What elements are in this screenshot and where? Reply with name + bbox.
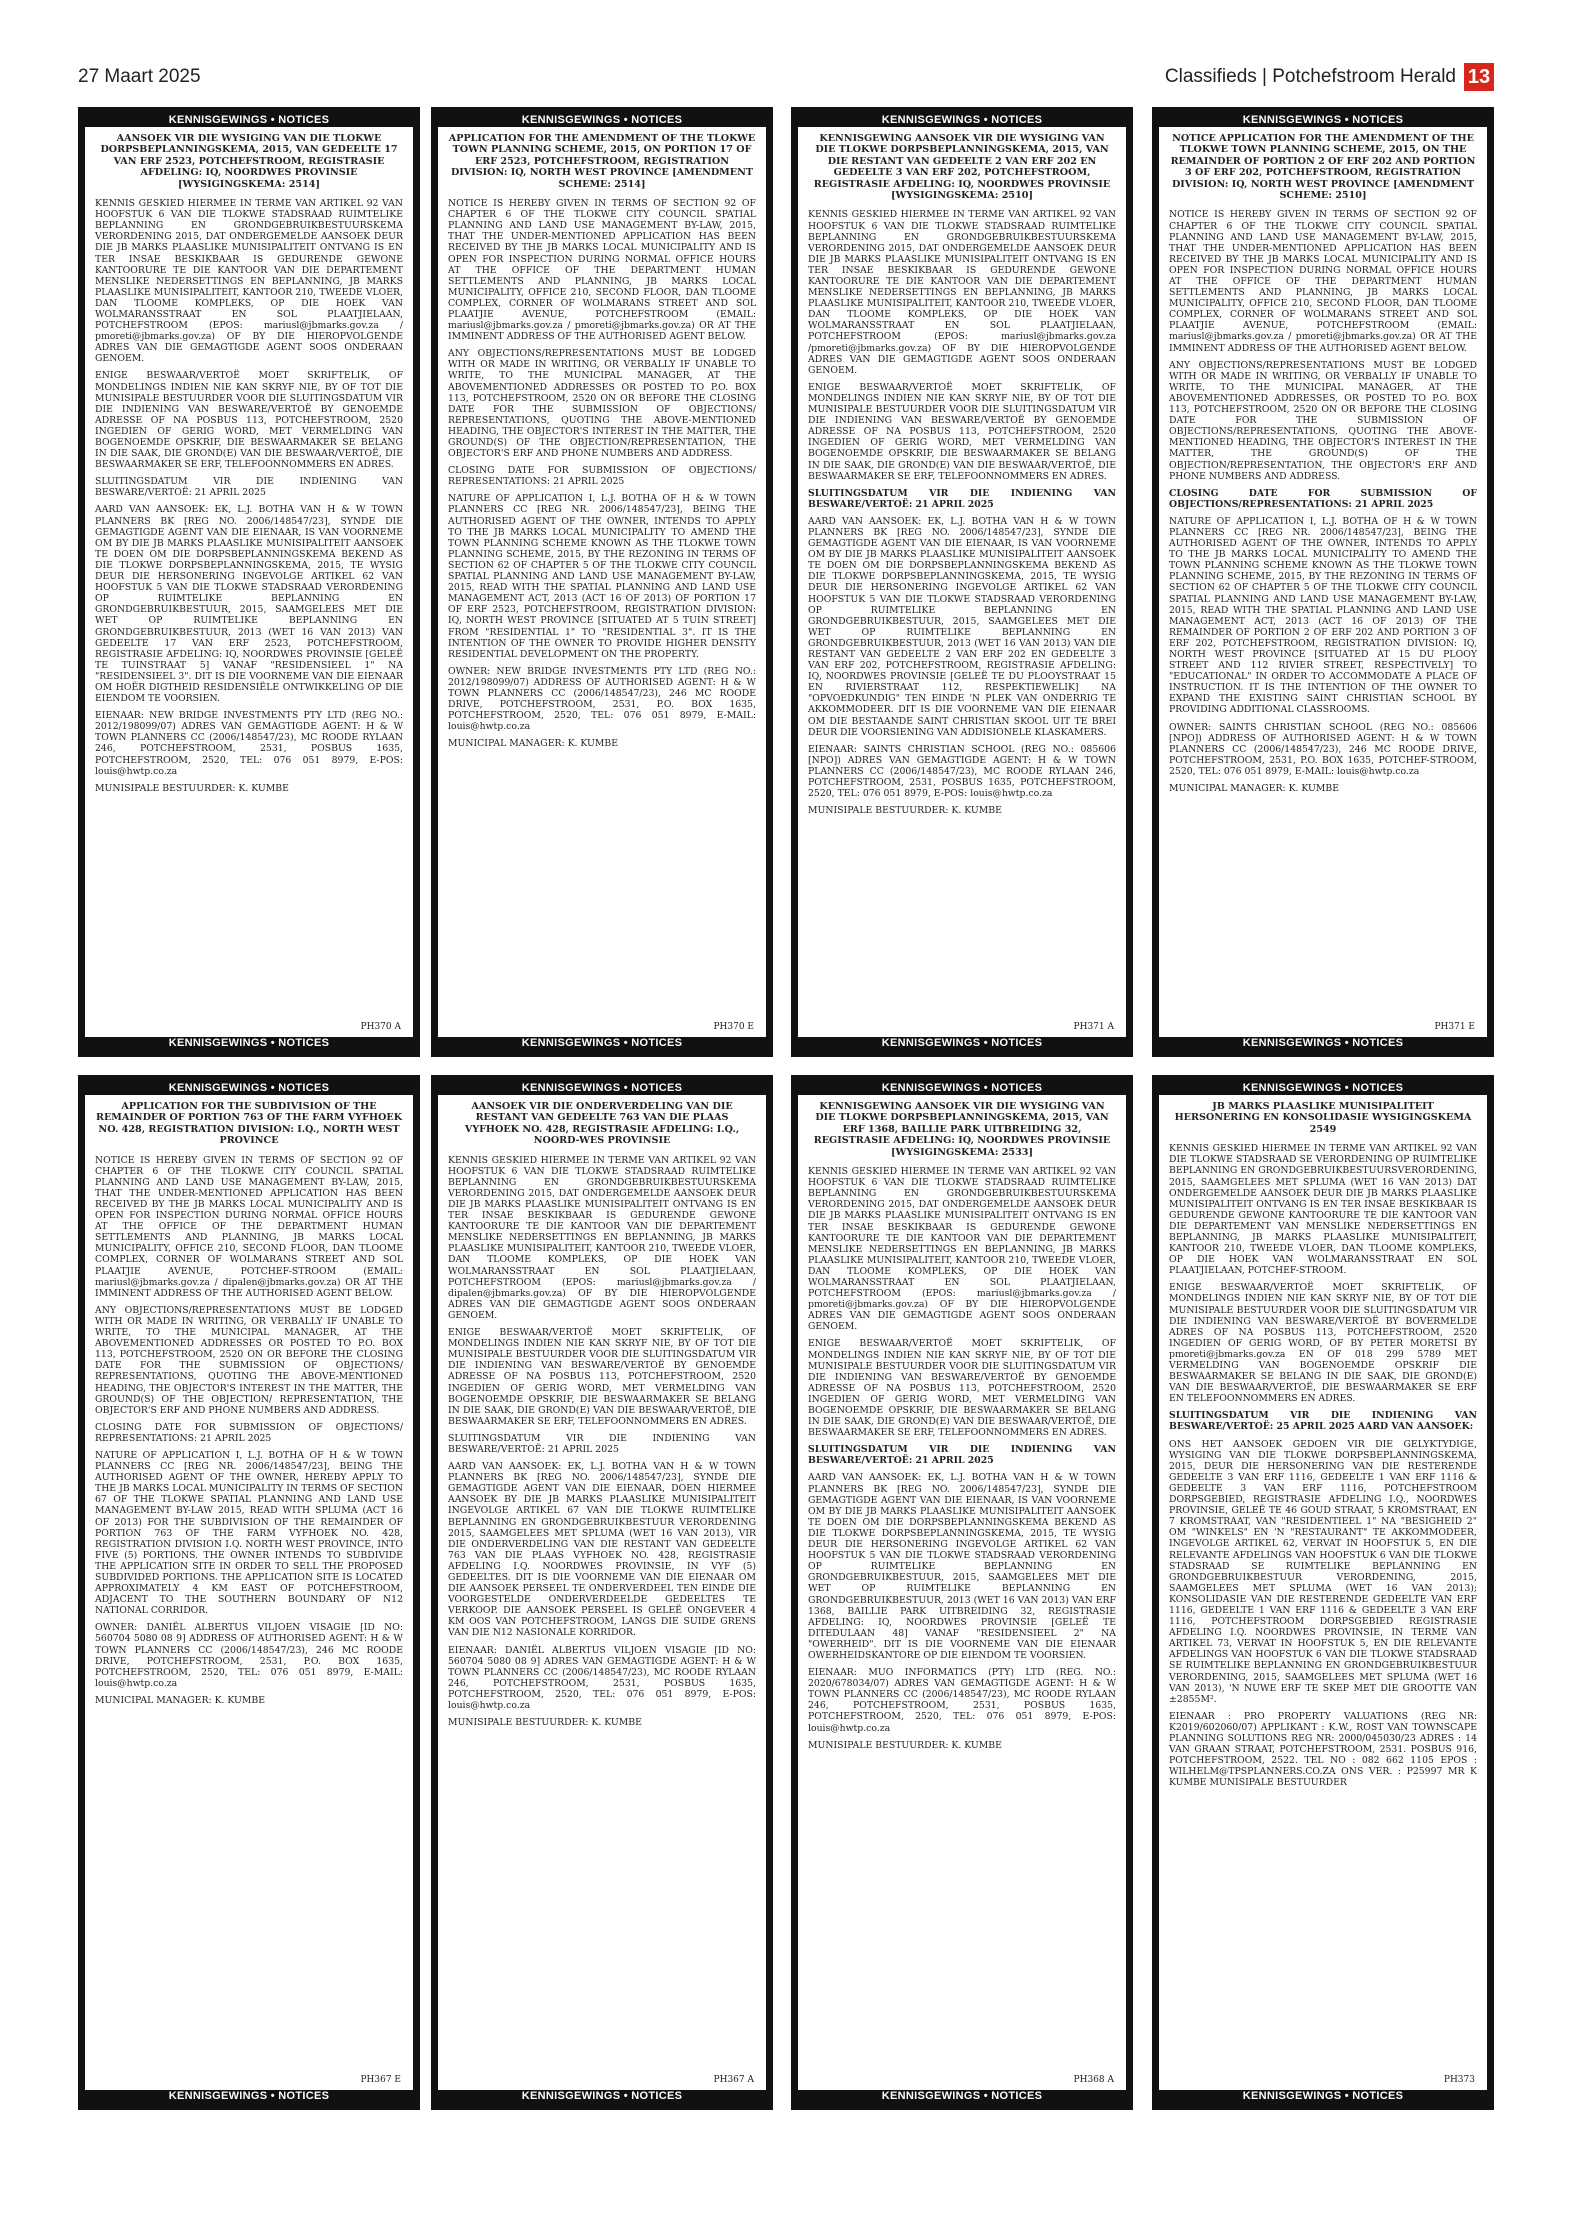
notice-reference-code: PH373 [1443, 2075, 1475, 2085]
notices-band-top: KENNISGEWINGS • NOTICES [438, 1082, 766, 1095]
notice-content [95, 131, 403, 1033]
page-number-badge: 13 [1464, 63, 1494, 91]
notice-paragraph: ENIGE BESWAAR/VERTOË MOET SKRIFTELIK, OF MONDELINGS INDIEN NIE KAN SKRYF NIE, BY OF TOT DIE MUNISIPALE BESTUURDER VOOR DIE SLUITINGSDATUM VIR DIE INDIENING VAN BESWARE/VERTOË BY GENOEMDE ADRESSE OF NA POSBUS 113, POTCHEFSTROOM, 2520 INGEDIEN OF GERIG WORD, MET VERMELDING VAN BOGENOEMDE OPSKRIF, DIE BESWAARMAKER SE BELANG IN DIE SAAK, DIE GROND(E) VAN DIE BESWAAR/VERTOË, DIE BESWAARMAKER SE ERF, TELEFOONNOMMERS EN ADRES. [808, 1338, 1116, 1439]
notice-paragraph: EIENAAR: MUO INFORMATICS (PTY) LTD (REG. NO.: 2020/678034/07) ADRES VAN GEMAGTIGDE AGENT: H & W TOWN PLANNERS CC (2006/148547/23), MC ROODE RYLAAN 246, POTCHEFSTROOM, 2531, POSBUS 1635, POTCHEFSTROOM, 2520, TEL: 076 051 8979, E-POS: louis@hwtp.co.za [808, 1667, 1116, 1734]
notice-body [808, 1166, 1116, 1751]
notice-paragraph: OWNER: NEW BRIDGE INVESTMENTS PTY LTD (REG NO.: 2012/198099/07) ADDRESS OF AUTHORISED AGENT: H & W TOWN PLANNERS CC (2006/148547/23), 246 MC ROODE DRIVE, POTCHEFSTROOM, 2531, P.O. BOX 1635, POTCHEFSTROOM, 2520, TEL: 076 051 8979, E-MAIL: louis@hwtp.co.za [448, 665, 756, 733]
notices-band-bottom: KENNISGEWINGS • NOTICES [438, 2090, 766, 2103]
notices-band-bottom: KENNISGEWINGS • NOTICES [85, 2090, 413, 2103]
notice-paragraph: OWNER: SAINTS CHRISTIAN SCHOOL (REG NO.: 085606 [NPO]) ADDRESS OF AUTHORISED AGENT: H & W TOWN PLANNERS CC (2006/148547/23), 246 MC ROODE DRIVE, POTCHEFSTROOM, 2531, P.O. BOX 1635, POTCHEF-STROOM, 2520, TEL: 076 051 8979, E-MAIL: louis@hwtp.co.za [1169, 721, 1477, 777]
notice-block [431, 107, 773, 1057]
notice-paragraph: AARD VAN AANSOEK: EK, L.J. BOTHA VAN H & W TOWN PLANNERS BK [REG NO. 2006/148547/23], SYNDE DIE GEMAGTIGDE AGENT VAN DIE EIENAAR, IS VAN VOORNEME OM BY DIE JB MARKS PLAASLIKE MUNISIPALITEIT AANSOEK TE DOEN OM DIE DORPSBEPLANNINGSKEMA BEKEND AS DIE TLOKWE DORPSBEPLANNINGSKEMA, 2015, TE WYSIG DEUR DIE HERSONERING INGEVOLGE ARTIKEL 62 VAN HOOFSTUK 5 VAN DIE TLOKWE STADSRAAD VERORDENING OP RUIMTELIKE BEPLANNING EN GRONDGEBRUIKBESTUUR, 2015, SAAMGELEES MET DIE WET OP RUIMTELIKE BEPLANNING EN GRONDGEBRUIKBESTUUR, 2013 (WET 16 VAN 2013) VAN ERF 1368, BAILLIE PARK UITBREIDING 32, REGISTRASIE AFDELING: IQ, NOORDWES PROVINSIE [GELEË TE DITEDULAAN 48] VANAF "RESIDENSIEEL 2" NA "OWERHEID". DIT IS DIE VOORNEME VAN DIE EIENAAR OWERHEIDSKANTORE OP DIE EIENDOM TE VOORSIEN. [808, 1472, 1116, 1661]
notice-paragraph: KENNIS GESKIED HIERMEE IN TERME VAN ARTIKEL 92 VAN HOOFSTUK 6 VAN DIE TLOKWE STADSRAAD RUIMTELIKE BEPLANNING EN GRONDGEBRUIKBESTUURSKEMA VERORDENING 2015, DAT ONDERGEMELDE AANSOEK DEUR DIE JB MARKS PLAASLIKE MUNISIPALITEIT ONTVANG IS EN TER INSAE BESKIKBAAR IS GEDURENDE GEWONE KANTOORURE TE DIE KANTOOR VAN DIE DEPARTEMENT MENSLIKE NEDERSETTINGS EN BEPLANNING, JB MARKS PLAASLIKE MUNISIPALITEIT, KANTOOR 210, TWEEDE VLOER, DAN TLOOME KOMPLEKS, OP DIE HOEK VAN WOLMARANSSTRAAT EN SOL PLAATJIELAAN, POTCHEFSTROOM (EPOS: mariusl@jbmarks.gov.za / pmoreti@jbmarks.gov.za) OF BY DIE HIEROPVOLGENDE ADRES VAN DIE GEMAGTIGDE AGENT SOOS ONDERAAN GENOEM. [95, 198, 403, 365]
notice-paragraph: ENIGE BESWAAR/VERTOË MOET SKRIFTELIK, OF MONDELINGS INDIEN NIE KAN SKRYF NIE, BY OF TOT DIE MUNISIPALE BESTUURDER VOOR DIE SLUITINGSDATUM VIR DIE INDIENING VAN BESWARE/VERTOË BY BOVERMELDE ADRES OF NA POSBUS 113, POTCHEFSTROOM, 2520 INGEDIEN OF GERIG WORD, OF BY PETER MORETSI BY pmoreti@jbmarks.gov.za EN OF 018 299 5789 MET VERMELDING VAN BOGENOEMDE OPSKRIF DIE BESWAARMAKER SE BELANG IN DIE SAAK, DIE GROND(E) VAN DIE BESWAAR/VERTOË, DIE BESWAARMAKER SE ERF EN TELEFOONNOMMERS EN ADRES. [1169, 1282, 1477, 1405]
notice-paragraph: KENNIS GESKIED HIERMEE IN TERME VAN ARTIKEL 92 VAN HOOFSTUK 6 VAN DIE TLOKWE STADSRAAD RUIMTELIKE BEPLANNING EN GRONDGEBRUIKBESTUURSKEMA VERORDENING 2015, DAT ONDERGEMELDE AANSOEK DEUR DIE JB MARKS PLAASLIKE MUNISIPALITEIT ONTVANG IS EN TER INSAE BESKIKBAAR IS GEDURENDE GEWONE KANTOORURE TE DIE KANTOOR VAN DIE DEPARTEMENT MENSLIKE NEDERSETTINGS EN BEPLANNING, JB MARKS PLAASLIKE MUNISIPALITEIT, KANTOOR 210, TWEEDE VLOER, DAN TLOOME KOMPLEKS, OP DIE HOEK VAN WOLMARANSSTRAAT EN SOL PLAATJIELAAN, POTCHEFSTROOM (EPOS: mariusl@jbmarks.gov.za / dipalen@jbmarks.gov.za) OF BY DIE HIEROPVOLGENDE ADRES VAN DIE GEMAGTIGDE AGENT SOOS ONDERAAN GENOEM. [448, 1154, 756, 1321]
notice-paragraph: KENNIS GESKIED HIERMEE IN TERME VAN ARTIKEL 92 VAN HOOFSTUK 6 VAN DIE TLOKWE STADSRAAD RUIMTELIKE BEPLANNING EN GRONDGEBRUIKBESTUURSKEMA VERORDENING 2015, DAT ONDERGEMELDE AANSOEK DEUR DIE JB MARKS PLAASLIKE MUNISIPALITEIT ONTVANG IS EN TER INSAE BESKIKBAAR IS GEDURENDE GEWONE KANTOORURE TE DIE KANTOOR VAN DIE DEPARTEMENT MENSLIKE NEDERSETTINGS EN BEPLANNING, JB MARKS PLAASLIKE MUNISIPALITEIT, KANTOOR 210, TWEEDE VLOER, DAN TLOOME KOMPLEKS, OP DIE HOEK VAN WOLMARANSSTRAAT EN SOL PLAATJIELAAN, POTCHEFSTROOM (EPOS: mariusl@jbmarks.gov.za / pmoreti@jbmarks.gov.za) OF BY DIE HIEROPVOLGENDE ADRES VAN DIE GEMAGTIGDE AGENT SOOS ONDERAAN GENOEM. [808, 1166, 1116, 1333]
notices-band-bottom: KENNISGEWINGS • NOTICES [85, 1037, 413, 1050]
notice-paragraph: SLUITINGSDATUM VIR DIE INDIENING VAN BESWARE/VERTOË: 25 APRIL 2025 AARD VAN AANSOEK: [1169, 1410, 1477, 1433]
notice-content [448, 1099, 756, 2086]
notice-title: NOTICE APPLICATION FOR THE AMENDMENT OF THE TLOKWE TOWN PLANNING SCHEME, 2015, ON THE REMAINDER OF PORTION 2 OF ERF 202 AND PORTION 3 OF ERF 202, POTCHEFSTROOM, REGISTRATION DIVISION: IQ, NORTH WEST PROVINCE [AMENDMENT SCHEME: 2510] [1170, 133, 1476, 202]
notice-content [808, 1099, 1116, 2086]
notice-title: JB MARKS PLAASLIKE MUNISIPALITEIT HERSONERING EN KONSOLIDASIE WYSIGINGSKEMA 2549 [1174, 1101, 1472, 1135]
notice-paragraph: EIENAAR : PRO PROPERTY VALUATIONS (REG NR: K2019/602060/07) APPLIKANT : K.W., ROST VAN TOWNSCAPE PLANNING SOLUTIONS REG NR: 2000/045030/23 ADRES : 14 VAN GRAAN STRAAT, POTCHEFSTROOM, 2531. POSBUS 916, POTCHEFSTROOM, 2522. TEL NO : 082 662 1105 EPOS : WILHELM@TPSPLANNERS.CO.ZA ONS VER. : P25997 MR K KUMBE MUNISIPALE BESTUURDER [1169, 1710, 1477, 1789]
notices-band-bottom: KENNISGEWINGS • NOTICES [798, 2090, 1126, 2103]
notices-band-top: KENNISGEWINGS • NOTICES [438, 114, 766, 127]
notice-paragraph: NATURE OF APPLICATION I, L.J. BOTHA OF H & W TOWN PLANNERS CC [REG NR. 2006/148547/23], BEING THE AUTHORISED AGENT OF THE OWNER, INTENDS TO APPLY TO THE JB MARKS LOCAL MUNICIPALITY TO AMEND THE TOWN PLANNING SCHEME KNOWN AS THE TLOKWE TOWN PLANNING SCHEME, 2015, BY THE REZONING IN TERMS OF SECTION 62 OF CHAPTER 5 OF THE TLOKWE CITY COUNCIL SPATIAL PLANNING AND LAND USE MANAGEMENT BY-LAW, 2015, READ WITH THE SPATIAL PLANNING AND LAND USE MANAGEMENT ACT, 2013 (ACT 16 OF 2013) OF THE REMAINDER OF PORTION 2 OF ERF 202 AND PORTION 3 OF ERF 202, POTCHEFSTROOM, REGISTRATION DIVISION: IQ, NORTH WEST PROVINCE [SITUATED AT 15 DU PLOOY STREET AND 112 RIVIER STREET, RESPECTIVELY] TO "EDUCATIONAL" IN ORDER TO ACCOMMODATE A PLACE OF INSTRUCTION. IT IS THE INTENTION OF THE OWNER TO EXPAND THE EXISTING SAINT CHRISTIAN SCHOOL BY PROVIDING ADDITIONAL CLASSROOMS. [1169, 515, 1477, 716]
notice-paragraph: MUNISIPALE BESTUURDER: K. KUMBE [95, 782, 289, 794]
notice-paragraph: ENIGE BESWAAR/VERTOË MOET SKRIFTELIK, OF MONDELINGS INDIEN NIE KAN SKRYF NIE, BY OF TOT DIE MUNISIPALE BESTUURDER VOOR DIE SLUITINGSDATUM VIR DIE INDIENING VAN BESWARE/VERTOË BY GENOEMDE ADRESSE OF NA POSBUS 113, POTCHEFSTROOM, 2520 INGEDIEN OF GERIG WORD, MET VERMELDING VAN BOGENOEMDE OPSKRIF, DIE BESWAARMAKER SE BELANG IN DIE SAAK, DIE GROND(E) VAN DIE BESWAAR/VERTOË, DIE BESWAARMAKER SE ERF, TELEFOONNOMMERS EN ADRES. [448, 1327, 756, 1427]
notices-band-top: KENNISGEWINGS • NOTICES [798, 1082, 1126, 1095]
notice-paragraph: MUNISIPALE BESTUURDER: K. KUMBE [808, 805, 1002, 817]
notice-content [808, 131, 1116, 1033]
notices-band-bottom: KENNISGEWINGS • NOTICES [798, 1037, 1126, 1050]
notice-title: KENNISGEWING AANSOEK VIR DIE WYSIGING VAN DIE TLOKWE DORPSBEPLANNINGSKEMA, 2015, VAN DIE RESTANT VAN GEDEELTE 2 VAN ERF 202 EN GEDEELTE 3 VAN ERF 202, POTCHEFSTROOM, REGISTRASIE AFDELING: IQ, NOORDWES PROVINSIE [WYSIGINGSKEMA: 2510] [813, 133, 1111, 202]
notice-reference-code: PH367 E [360, 2075, 401, 2085]
notice-paragraph: MUNISIPALE BESTUURDER: K. KUMBE [448, 1717, 642, 1729]
notice-reference-code: PH368 A [1073, 2075, 1114, 2085]
notice-paragraph: ENIGE BESWAAR/VERTOË MOET SKRIFTELIK, OF MONDELINGS INDIEN NIE KAN SKRYF NIE, BY OF TOT DIE MUNISIPALE BESTUURDER VOOR DIE SLUITINGSDATUM VIR DIE INDIENING VAN BESWARE/VERTOË BY GENOEMDE ADRESSE OF NA POSBUS 113, POTCHEFSTROOM, 2520 INGEDIEN OF GERIG WORD, MET VERMELDING VAN BOGENOEMDE OPSKRIF, DIE BESWAARMAKER SE BELANG IN DIE SAAK, DIE GROND(E) VAN DIE BESWAAR/VERTOË, DIE BESWAARMAKER SE ERF, TELEFOONNOMMERS EN ADRES. [808, 381, 1116, 482]
notice-paragraph: MUNICIPAL MANAGER: K. KUMBE [1169, 783, 1340, 795]
notices-band-bottom: KENNISGEWINGS • NOTICES [1159, 1037, 1487, 1050]
notice-title: KENNISGEWING AANSOEK VIR DIE WYSIGING VAN DIE TLOKWE DORPSBEPLANNINGSKEMA, 2015, VAN ERF 1368, BAILLIE PARK UITBREIDING 32, REGISTRASIE AFDELING: IQ, NOORDWES PROVINSIE [WYSIGINGSKEMA: 2533] [813, 1101, 1111, 1158]
notice-body [1169, 209, 1477, 794]
notice-reference-code: PH370 E [713, 1022, 754, 1032]
notices-band-top: KENNISGEWINGS • NOTICES [85, 1082, 413, 1095]
page-header [78, 62, 1494, 92]
notice-block [1152, 1075, 1494, 2110]
notice-paragraph: KENNIS GESKIED HIERMEE IN TERME VAN ARTIKEL 92 VAN DIE TLOKWE STADSRAAD SE VERORDENING OP RUIMTELIKE BEPLANNING EN GRONDGEBRUIKBESTUURSVERORDENING, 2015, SAAMGELEES MET SPLUMA (WET 16 VAN 2013) DAT ONDERGEMELDE AANSOEK DEUR DIE JB MARKS PLAASLIKE MUNISIPALITEIT ONTVANG IS EN TER INSAE BESKIKBAAR IS GEDURENDE GEWONE KANTOORURE TE DIE KANTOOR VAN DIE DEPARTEMENT VAN MENSLIKE NEDERSETTINGS EN BEPLANNING, JB MARKS PLAASLIKE MUNISIPALITEIT, KANTOOR 210, TWEEDE VLOER, DAN TLOOME KOMPLEKS, OP DIE HOEK VAN WOLMARANSSTRAAT EN SOL PLAATJIELAAN, POTCHEF-STROOM. [1169, 1143, 1477, 1277]
notice-paragraph: NATURE OF APPLICATION I, L.J. BOTHA OF H & W TOWN PLANNERS CC [REG NR. 2006/148547/23], BEING THE AUTHORISED AGENT OF THE OWNER, HEREBY APPLY TO THE JB MARKS LOCAL MUNICIPALITY IN TERMS OF SECTION 67 OF THE TLOKWE SPATIAL PLANNING AND LAND USE MANAGEMENT BY-LAW 2015, READ WITH SPLUMA (ACT 16 OF 2013) FOR THE SUBDIVISION OF THE REMAINDER OF PORTION 763 OF THE FARM VYFHOEK NO. 428, REGISTRATION DIVISION I.Q. NORTH WEST PROVINCE, INTO FIVE (5) PORTIONS. THE OWNER INTENDS TO SUBDIVIDE THE APPLICATION SITE IN ORDER TO SELL THE PROPOSED SUBDIVIDED PORTIONS. THE APPLICATION SITE IS LOCATED APPROXIMATELY 4 KM EAST OF POTCHEFSTROOM, ADJACENT TO THE SOUTHERN BOUNDARY OF N12 NATIONAL CORRIDOR. [95, 1449, 403, 1617]
notice-paragraph: NOTICE IS HEREBY GIVEN IN TERMS OF SECTION 92 OF CHAPTER 6 OF THE TLOKWE CITY COUNCIL SPATIAL PLANNING AND LAND USE MANAGEMENT BY-LAW, 2015, THAT THE UNDER-MENTIONED APPLICATION HAS BEEN RECEIVED BY THE JB MARKS LOCAL MUNICIPALITY AND IS OPEN FOR INSPECTION DURING NORMAL OFFICE HOURS AT THE OFFICE OF THE DEPARTMENT HUMAN SETTLEMENTS AND PLANNING, JB MARKS LOCAL MUNICIPALITY, OFFICE 210, SECOND FLOOR, DAN TLOOME COMPLEX, CORNER OF WOLMARANS STREET AND SOL PLAATJIE AVENUE, POTCHEF-STROOM (EMAIL: mariusl@jbmarks.gov.za / dipalen@jbmarks.gov.za) OR AT THE IMMINENT ADDRESS OF THE AUTHORISED AGENT BELOW. [95, 1154, 403, 1299]
notice-paragraph: AARD VAN AANSOEK: EK, L.J. BOTHA VAN H & W TOWN PLANNERS BK [REG NO. 2006/148547/23], SYNDE DIE GEMAGTIGDE AGENT VAN DIE EIENAAR, DOEN HIERMEE AANSOEK BY DIE JB MARKS PLAASLIKE MUNISIPALITEIT INGEVOLGE ARTIKEL 67 VAN DIE TLOKWE RUIMTELIKE BEPLANNING EN GRONDGEBRUIKBESTUUR VERORDENING 2015, SAAMGELEES MET SPLUMA (WET 16 VAN 2013), VIR DIE ONDERVERDELING VAN DIE RESTANT VAN GEDEELTE 763 VAN DIE PLAAS VYFHOEK NO. 428, REGISTRASIE AFDELING I.Q. NOORDWES PROVINSIE, IN VYF (5) GEDEELTES. DIT IS DIE VOORNEME VAN DIE EIENAAR OM DIE AANSOEK PERSEEL TE ONDERVERDEEL TEN EINDE DIE VOORGESTELDE ONDERVERDEELDE GEDEELTES TE VERKOOP. DIE AANSOEK PERSEEL IS GELEË ONGEVEER 4 KM OOS VAN POTCHEFSTROOM, LANGS DIE SUIDE GRENS VAN DIE N12 NASIONALE KORRIDOR. [448, 1461, 756, 1639]
notice-paragraph: MUNICIPAL MANAGER: K. KUMBE [448, 738, 619, 750]
notice-title: APPLICATION FOR THE AMENDMENT OF THE TLOKWE TOWN PLANNING SCHEME, 2015, ON PORTION 17 OF ERF 2523, POTCHEFSTROOM, REGISTRATION DIVISION: IQ, NORTH WEST PROVINCE [AMENDMENT SCHEME: 2514] [448, 133, 756, 190]
notice-reference-code: PH371 E [1434, 1022, 1475, 1032]
publication-name: Classifieds | Potchefstroom Herald [1164, 66, 1456, 87]
notice-paragraph: ENIGE BESWAAR/VERTOË MOET SKRIFTELIK, OF MONDELINGS INDIEN NIE KAN SKRYF NIE, BY OF TOT DIE MUNISIPALE BESTUURDER VOOR DIE SLUITINGSDATUM VIR DIE INDIENING VAN BESWARE/VERTOË BY GENOEMDE ADRESSE OF NA POSBUS 113, POTCHEFSTROOM, 2520 INGEDIEN OF GERIG WORD, MET VERMELDING VAN BOGENOEMDE OPSKRIF, DIE BESWAARMAKER SE BELANG IN DIE SAAK, DIE GROND(E) VAN DIE BESWAAR/VERTOË, DIE BESWAARMAKER SE ERF, TELEFOONNOMMERS EN ADRES. [95, 370, 403, 471]
notice-paragraph: SLUITINGSDATUM VIR DIE INDIENING VAN BESWARE/VERTOË: 21 APRIL 2025 [808, 487, 1116, 510]
notice-paragraph: EIENAAR: SAINTS CHRISTIAN SCHOOL (REG NO.: 085606 [NPO]) ADRES VAN GEMAGTIGDE AGENT: H & W TOWN PLANNERS CC (2006/148547/23), MC ROODE RYLAAN 246, POTCHEFSTROOM, 2531, POSBUS 1635, POTCHEFSTROOM, 2520, TEL: 076 051 8979, E-POS: louis@hwtp.co.za [808, 743, 1116, 800]
notice-content [95, 1099, 403, 2086]
notice-content [448, 131, 756, 1033]
notice-paragraph: MUNISIPALE BESTUURDER: K. KUMBE [808, 1739, 1002, 1751]
notice-paragraph: ANY OBJECTIONS/REPRESENTATIONS MUST BE LODGED WITH OR MADE IN WRITING, OR VERBALLY IF UNABLE TO WRITE, TO THE MUNICIPAL MANAGER, AT THE ABOVEMENTIONED ADDRESSES, OR POSTED TO P.O. BOX 113, POTCHEFSTROOM, 2520 ON OR BEFORE THE CLOSING DATE FOR THE SUBMISSION OF OBJECTIONS/REPRESENTATIONS, QUOTING THE ABOVE-MENTIONED HEADING, THE OBJECTOR'S INTEREST IN THE MATTER, THE GROUND(S) OF THE OBJECTION/REPRESENTATION, THE OBJECTOR'S ERF AND PHONE NUMBERS AND ADDRESS. [1169, 359, 1477, 482]
notice-block [791, 1075, 1133, 2110]
notice-paragraph: AARD VAN AANSOEK: EK, L.J. BOTHA VAN H & W TOWN PLANNERS BK [REG NO. 2006/148547/23], SYNDE DIE GEMAGTIGDE AGENT VAN DIE EIENAAR, IS VAN VOORNEME OM BY DIE JB MARKS PLAASLIKE MUNISIPALITEIT AANSOEK TE DOEN OM DIE DORPSBEPLANNINGSKEMA BEKEND AS DIE TLOKWE DORPSBEPLANNINGSKEMA, 2015, TE WYSIG DEUR DIE HERSONERING INGEVOLGE ARTIKEL 62 VAN HOOFSTUK 5 VAN DIE TLOKWE STADSRAAD VERORDENING OP RUIMTELIKE BEPLANNING EN GRONDGEBRUIKBESTUUR, 2015, SAAMGELEES MET DIE WET OP RUIMTELIKE BEPLANNING EN GRONDGEBRUIKBESTUUR, 2013 (WET 16 VAN 2013) VAN GEDEELTE 17 VAN ERF 2523, POTCHEFSTROOM, REGISTRASIE AFDELING: IQ, NOORDWES PROVINSIE [GELEË TE TUINSTRAAT 5] VANAF "RESIDENSIEEL 1" NA "RESIDENSIEEL 3". DIT IS DIE VOORNEME VAN DIE EIENAAR OM HOËR DIGTHEID RESIDENSIËLE ONTWIKKELING OP DIE EIENDOM TE VOORSIEN. [95, 504, 403, 705]
notice-paragraph: EIENAAR: DANIËL ALBERTUS VILJOEN VISAGIE [ID NO: 560704 5080 08 9] ADRES VAN GEMAGTIGDE AGENT: H & W TOWN PLANNERS CC (2006/148547/23), MC ROODE RYLAAN 246, POTCHEFSTROOM, 2531, POSBUS 1635, POTCHEFSTROOM, 2520, TEL: 076 051 8979, E-POS: louis@hwtp.co.za [448, 1644, 756, 1712]
notice-paragraph: ONS HET AANSOEK GEDOEN VIR DIE GELYKTYDIGE, WYSIGING VAN DIE TLOKWE DORPSBEPLANNINGSKEMA, 2015, DEUR DIE HERSONERING VAN DIE RESTERENDE GEDEELTE 3 VAN ERF 1116, GEDEELTE 1 VAN ERF 1116 & GEDEELTE 3 VAN ERF 1116, POTCHEFSTROOM DORPSGEBIED, REGISTRASIE AFDELING I.Q., NOORDWES PROVINSIE, GELEË TE 46 GOUD STRAAT, 5 KROMSTRAAT, EN 7 KROMSTRAAT, VAN "RESIDENTIEEL 1" NA "BESIGHEID 2" OM "WINKELS" EN 'N "RESTAURANT" TE AKKOMMODEER, INGEVOLGE ARTIKEL 62, VERVAT IN HOOFSTUK 5, EN DIE RELEVANTE AFDELINGS VAN HOOFSTUK 6 VAN DIE TLOKWE STADSRAAD SE RUIMTELIKE BEPLANNING EN GRONDGEBRUIKBESTUUR VERORDENING, 2015, SAAMGELEES MET SPLUMA (WET 16 VAN 2013); KONSOLIDASIE VAN DIE RESTERENDE GEDEELTE VAN ERF 1116, GEDEELTE 1 VAN ERF 1116 & GEDEELTE 3 VAN ERF 1116, POTCHEFSTROOM DORPSGEBIED REGISTRASIE AFDELING I.Q. NOORDWES PROVINSIE, IN TERME VAN ARTIKEL 73, VERVAT IN HOOFSTUK 5, EN DIE RELEVANTE AFDELINGS VAN HOOFSTUK 6 VAN DIE TLOKWE STADSRAAD SE RUIMTELIKE BEPLANNING EN GRONDGEBRUIKBESTUUR VERORDENING, 2015, SAAMGELEES MET SPLUMA (WET 16 VAN 2013), 'N NUWE ERF TE SKEP MET DIE GROOTTE VAN ±2855M². [1169, 1438, 1477, 1705]
notices-band-bottom: KENNISGEWINGS • NOTICES [438, 1037, 766, 1050]
notice-paragraph: MUNICIPAL MANAGER: K. KUMBE [95, 1694, 266, 1706]
notice-title: AANSOEK VIR DIE ONDERVERDELING VAN DIE RESTANT VAN GEDEELTE 763 VAN DIE PLAAS VYFHOEK NO. 428, REGISTRASIE AFDELING: I.Q., NOORD-WES PROVINSIE [464, 1101, 740, 1147]
notices-band-top: KENNISGEWINGS • NOTICES [1159, 114, 1487, 127]
notice-paragraph: CLOSING DATE FOR SUBMISSION OF OBJECTIONS/REPRESENTATIONS: 21 APRIL 2025 [1169, 487, 1477, 510]
notice-content [1169, 1099, 1477, 2086]
notice-paragraph: ANY OBJECTIONS/REPRESENTATIONS MUST BE LODGED WITH OR MADE IN WRITING, OR VERBALLY IF UNABLE TO WRITE, TO THE MUNICIPAL MANAGER, AT THE ABOVEMENTIONED ADDRESSES OR POSTED TO P.O. BOX 113, POTCHEFSTROOM, 2520 ON OR BEFORE THE CLOSING DATE FOR THE SUBMISSION OF OBJECTIONS/ REPRESENTATIONS, QUOTING THE ABOVE-MENTIONED HEADING, THE OBJECTOR'S INTEREST IN THE MATTER, THE GROUND(S) OF THE OBJECTION/ REPRESENTATION, THE OBJECTOR'S ERF AND PHONE NUMBERS AND ADDRESS. [95, 1304, 403, 1416]
notice-body [95, 198, 403, 794]
notice-block [78, 107, 420, 1057]
notice-reference-code: PH371 A [1073, 1022, 1114, 1032]
notice-reference-code: PH367 A [713, 2075, 754, 2085]
notice-paragraph: NATURE OF APPLICATION I, L.J. BOTHA OF H & W TOWN PLANNERS CC [REG NR. 2006/148547/23], BEING THE AUTHORISED AGENT OF THE OWNER, INTENDS TO APPLY TO THE JB MARKS LOCAL MUNICIPALITY TO AMEND THE TOWN PLANNING SCHEME KNOWN AS THE TLOKWE TOWN PLANNING SCHEME, 2015, BY THE REZONING IN TERMS OF SECTION 62 OF CHAPTER 5 OF THE TLOKWE CITY COUNCIL SPATIAL PLANNING AND LAND USE MANAGEMENT BY-LAW, 2015, READ WITH THE SPATIAL PLANNING AND LAND USE MANAGEMENT ACT, 2013 (ACT 16 OF 2013) OF PORTION 17 OF ERF 2523, POTCHEFSTROOM, REGISTRATION DIVISION: IQ, NORTH WEST PROVINCE [SITUATED AT 5 TUIN STREET] FROM "RESIDENTIAL 1" TO "RESIDENTIAL 3". IT IS THE INTENTION OF THE OWNER TO PROVIDE HIGHER DENSITY RESIDENTIAL DEVELOPMENT ON THE PROPERTY. [448, 493, 756, 660]
notice-body [448, 1155, 756, 1729]
notice-paragraph: SLUITINGSDATUM VIR DIE INDIENING VAN BESWARE/VERTOË: 21 APRIL 2025 [448, 1432, 756, 1455]
notice-paragraph: KENNIS GESKIED HIERMEE IN TERME VAN ARTIKEL 92 VAN HOOFSTUK 6 VAN DIE TLOKWE STADSRAAD RUIMTELIKE BEPLANNING EN GRONDGEBRUIKBESTUURSKEMA VERORDENING 2015, DAT ONDERGEMELDE AANSOEK DEUR DIE JB MARKS PLAASLIKE MUNISIPALITEIT ONTVANG IS EN TER INSAE BESKIKBAAR IS GEDURENDE GEWONE KANTOORURE TE DIE KANTOOR VAN DIE DEPARTEMENT MENSLIKE NEDERSETTINGS EN BEPLANNING, JB MARKS PLAASLIKE MUNISIPALITEIT, KANTOOR 210, TWEEDE VLOER, DAN TLOOME KOMPLEKS, OP DIE HOEK VAN WOLMARANSSTRAAT EN SOL PLAATJIELAAN, POTCHEFSTROOM (EPOS: mariusl@jbmarks.gov.za /pmoreti@jbmarks.gov.za) OF BY DIE HIEROPVOLGENDE ADRES VAN DIE GEMAGTIGDE AGENT SOOS ONDERAAN GENOEM. [808, 209, 1116, 376]
notice-paragraph: CLOSING DATE FOR SUBMISSION OF OBJECTIONS/ REPRESENTATIONS: 21 APRIL 2025 [95, 1421, 403, 1444]
notice-paragraph: CLOSING DATE FOR SUBMISSION OF OBJECTIONS/ REPRESENTATIONS: 21 APRIL 2025 [448, 465, 756, 488]
notices-band-top: KENNISGEWINGS • NOTICES [1159, 1082, 1487, 1095]
masthead [1165, 62, 1494, 92]
notice-paragraph: AARD VAN AANSOEK: EK, L.J. BOTHA VAN H & W TOWN PLANNERS BK [REG NO. 2006/148547/23], SYNDE DIE GEMAGTIGDE AGENT VAN DIE EIENAAR, IS VAN VOORNEME OM BY DIE JB MARKS PLAASLIKE MUNISIPALITEIT AANSOEK TE DOEN OM DIE DORPSBEPLANNINGSKEMA BEKEND AS DIE TLOKWE DORPSBEPLANNINGSKEMA, 2015, TE WYSIG DEUR DIE HERSONERING INGEVOLGE ARTIKEL 62 VAN HOOFSTUK 5 VAN DIE TLOKWE STADSRAAD VERORDENING OP RUIMTELIKE BEPLANNING EN GRONDGEBRUIKBESTUUR, 2015, SAAMGELEES MET DIE WET OP RUIMTELIKE BEPLANNING EN GRONDGEBRUIKBESTUUR, 2013 (WET 16 VAN 2013) VAN DIE RESTANT VAN GEDEELTE 2 VAN ERF 202 EN GEDEELTE 3 VAN ERF 202, POTCHEFSTROOM, REGISTRASIE AFDELING: IQ, NOORDWES PROVINSIE [GELEË TE DU PLOOYSTRAAT 15 EN RIVIERSTRAAT 112, RESPEKTIEWELIK] NA "OPVOEDKUNDIG" TEN EINDE 'N PLEK VAN ONDERRIG TE AKKOMMODEER. DIT IS DIE VOORNEME VAN DIE EIENAAR OM DIE BESTAANDE SAINT CHRISTIAN SKOOL UIT TE BREI DEUR DIE VOORSIENING VAN ADDISIONELE KLASKAMERS. [808, 515, 1116, 738]
notice-paragraph: SLUITINGSDATUM VIR DIE INDIENING VAN BESWARE/VERTOË: 21 APRIL 2025 [808, 1444, 1116, 1467]
notice-body [95, 1155, 403, 1706]
notice-paragraph: NOTICE IS HEREBY GIVEN IN TERMS OF SECTION 92 OF CHAPTER 6 OF THE TLOKWE CITY COUNCIL SPATIAL PLANNING AND LAND USE MANAGEMENT BY-LAW, 2015, THAT THE UNDER-MENTIONED APPLICATION HAS BEEN RECEIVED BY THE JB MARKS LOCAL MUNICIPALITY AND IS OPEN FOR INSPECTION DURING NORMAL OFFICE HOURS AT THE OFFICE OF THE DEPARTMENT HUMAN SETTLEMENTS AND PLANNING, JB MARKS LOCAL MUNICIPALITY, OFFICE 210, SECOND FLOOR, DAN TLOOME COMPLEX, CORNER OF WOLMARANS STREET AND SOL PLAATJIE AVENUE, POTCHEFSTROOM (EMAIL: mariusl@jbmarks.gov.za / pmoreti@jbmarks.gov.za) OR AT THE IMMINENT ADDRESS OF THE AUTHORISED AGENT BELOW. [448, 198, 756, 343]
notice-title: APPLICATION FOR THE SUBDIVISION OF THE REMAINDER OF PORTION 763 OF THE FARM VYFHOEK NO. 428, REGISTRATION DIVISION: I.Q., NORTH WEST PROVINCE [95, 1101, 403, 1147]
notice-title: AANSOEK VIR DIE WYSIGING VAN DIE TLOKWE DORPSBEPLANNINGSKEMA, 2015, VAN GEDEELTE 17 VAN ERF 2523, POTCHEFSTROOM, REGISTRASIE AFDELING: IQ, NOORDWES PROVINSIE [WYSIGINGSKEMA: 2514] [100, 133, 398, 190]
notice-block [1152, 107, 1494, 1057]
issue-date: 27 Maart 2025 [78, 66, 201, 87]
notice-block [431, 1075, 773, 2110]
notice-body [448, 198, 756, 749]
notice-paragraph: EIENAAR: NEW BRIDGE INVESTMENTS PTY LTD (REG NO.: 2012/198099/07) ADRES VAN GEMAGTIGDE AGENT: H & W TOWN PLANNERS CC (2006/148547/23), MC ROODE RYLAAN 246, POTCHEFSTROOM, 2531, POSBUS 1635, POTCHEFSTROOM, 2520, TEL: 076 051 8979, E-POS: louis@hwtp.co.za [95, 710, 403, 777]
notice-block [791, 107, 1133, 1057]
notices-band-top: KENNISGEWINGS • NOTICES [798, 114, 1126, 127]
notice-content [1169, 131, 1477, 1033]
notice-block [78, 1075, 420, 2110]
notice-paragraph: OWNER: DANIËL ALBERTUS VILJOEN VISAGIE [ID NO: 560704 5080 08 9] ADDRESS OF AUTHORISED AGENT: H & W TOWN PLANNERS CC (2006/148547/23), 246 MC ROODE DRIVE, POTCHEFSTROOM, 2531, P.O. BOX 1635, POTCHEFSTROOM, 2520, TEL: 076 051 8979, E-MAIL: louis@hwtp.co.za [95, 1622, 403, 1689]
notice-paragraph: ANY OBJECTIONS/REPRESENTATIONS MUST BE LODGED WITH OR MADE IN WRITING, OR VERBALLY IF UNABLE TO WRITE, TO THE MUNICIPAL MANAGER, AT THE ABOVEMENTIONED ADDRESSES OR POSTED TO P.O. BOX 113, POTCHEFSTROOM, 2520 ON OR BEFORE THE CLOSING DATE FOR THE SUBMISSION OF OBJECTIONS/ REPRESENTATIONS, QUOTING THE ABOVE-MENTIONED HEADING, THE OBJECTOR'S INTEREST IN THE MATTER, THE GROUND(S) OF THE OBJECTION/REPRESENTATION, THE OBJECTOR'S ERF AND PHONE NUMBERS AND ADDRESS. [448, 348, 756, 460]
notice-reference-code: PH370 A [360, 1022, 401, 1032]
notices-band-bottom: KENNISGEWINGS • NOTICES [1159, 2090, 1487, 2103]
notice-paragraph: SLUITINGSDATUM VIR DIE INDIENING VAN BESWARE/VERTOË: 21 APRIL 2025 [95, 476, 403, 499]
notices-band-top: KENNISGEWINGS • NOTICES [85, 114, 413, 127]
notice-body [808, 209, 1116, 816]
notice-body [1169, 1143, 1477, 1788]
notice-paragraph: NOTICE IS HEREBY GIVEN IN TERMS OF SECTION 92 OF CHAPTER 6 OF THE TLOKWE CITY COUNCIL SPATIAL PLANNING AND LAND USE MANAGEMENT BY-LAW, 2015, THAT THE UNDER-MENTIONED APPLICATION HAS BEEN RECEIVED BY THE JB MARKS LOCAL MUNICIPALITY AND IS OPEN FOR INSPECTION DURING NORMAL OFFICE HOURS AT THE OFFICE OF THE DEPARTMENT HUMAN SETTLEMENTS AND PLANNING, JB MARKS LOCAL MUNICIPALITY, OFFICE 210, SECOND FLOOR, DAN TLOOME COMPLEX, CORNER OF WOLMARANS STREET AND SOL PLAATJIE AVENUE, POTCHEFSTROOM (EMAIL: mariusl@jbmarks.gov.za / pmoreti@jbmarks.gov.za) OR AT THE IMMINENT ADDRESS OF THE AUTHORISED AGENT BELOW. [1169, 209, 1477, 354]
